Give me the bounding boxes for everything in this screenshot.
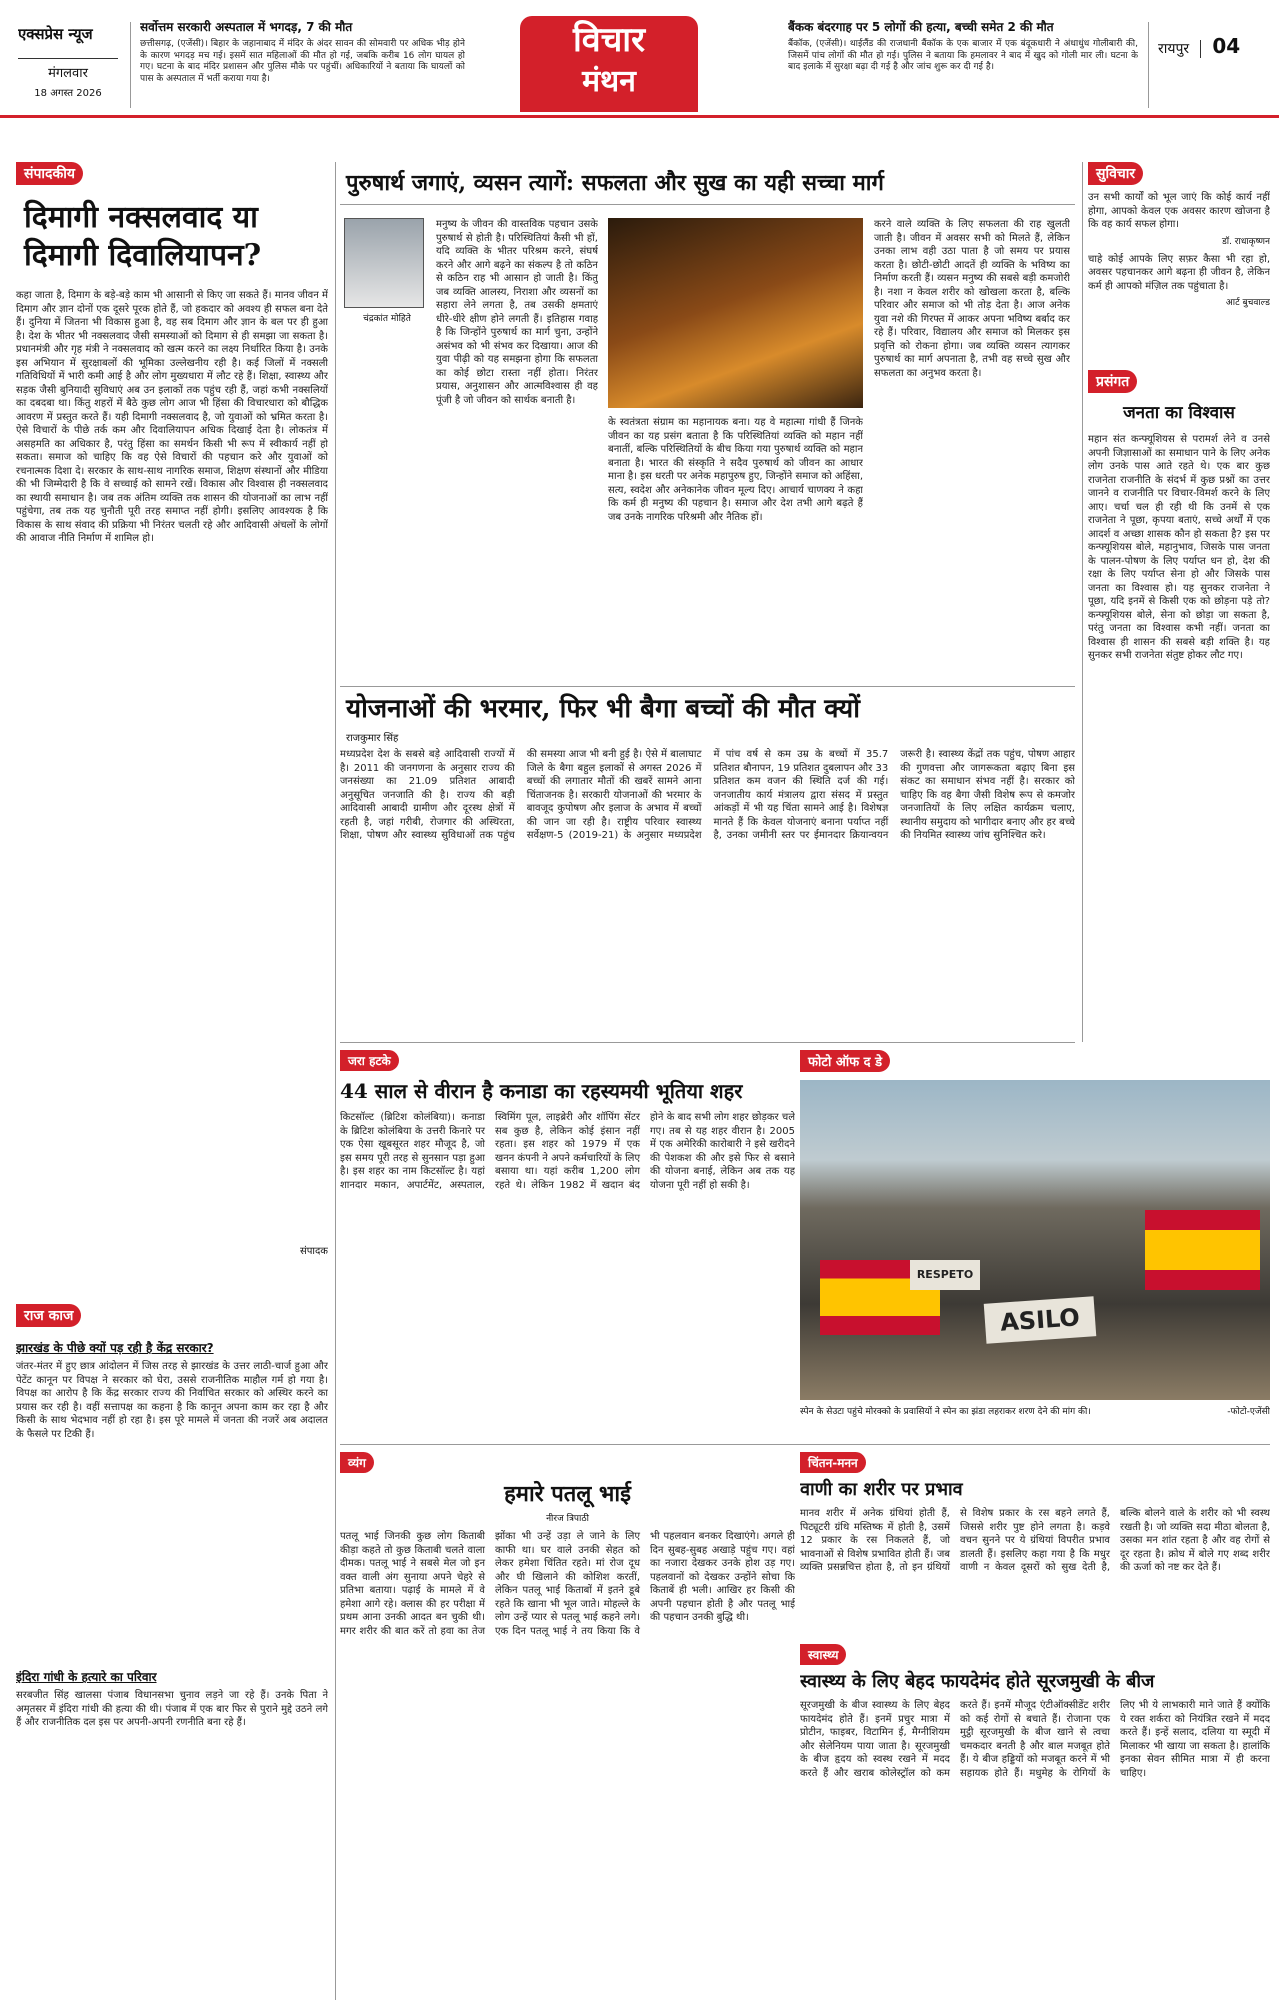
page-marker [1158, 34, 1273, 74]
top-right-headline: बैंकक बंदरगाह पर 5 लोगों की हत्या, बच्ची समेत 2 की मौत [788, 20, 1054, 34]
rajkaaj-item1-headline: झारखंड के पीछे क्यों पड़ रही है केंद्र सरकार? [16, 1341, 214, 1355]
photo-caption: स्पेन के सेउटा पहुंचे मोरक्को के प्रवासियों ने स्पेन का झंडा लहराकर शरण देने की मांग की। [800, 1407, 1091, 1417]
suvichar-text-2: चाहे कोई आपके लिए सफ़र कैसा भी रहा हो, अवसर पहचानकर आगे बढ़ना ही जीवन है, लेकिन कर्म ही आपको मंज़िल तक पहुंचाता है। [1088, 253, 1270, 292]
photo-tag: फोटो ऑफ द डे [800, 1050, 890, 1072]
brand-block [18, 24, 118, 114]
suvichar-section [1088, 162, 1270, 362]
lead-article [340, 162, 1075, 682]
sign-asilo: ASILO [984, 1296, 1097, 1344]
rajkaaj-item2-headline: इंदिरा गांधी के हत्यारे का परिवार [16, 1670, 157, 1684]
chintan-headline: वाणी का शरीर पर प्रभाव [800, 1479, 963, 1500]
baiga-body: मध्यप्रदेश देश के सबसे बड़े आदिवासी राज्यों में है। 2011 की जनगणना के अनुसार राज्य की जनसंख्या का 21.09 प्रतिशत आबादी अनुसूचित जनजाति की है। राज्य की बड़ी आदिवासी आबादी ग्रामीण और दूरस्थ क्षेत्रों में रहती है, जहां गरीबी, रोजगार की अस्थिरता, शिक्षा, पोषण और स्वास्थ्य सुविधाओं तक पहुंच की समस्या आज भी बनी हुई है। ऐसे में बालाघाट जिले के बैगा बहुल इलाकों से अगस्त 2026 में बच्चों की लगातार मौतों की खबरें सामने आना चिंताजनक है। सरकारी योजनाओं की भरमार के बावजूद कुपोषण और इलाज के अभाव में बच्चों की जान जा रही है। राष्ट्रीय परिवार स्वास्थ्य सर्वेक्षण-5 (2019-21) के अनुसार मध्यप्रदेश में पांच वर्ष से कम उम्र के बच्चों में 35.7 प्रतिशत बौनापन, 19 प्रतिशत दुबलापन और 33 प्रतिशत कम वजन की स्थिति दर्ज की गई। जनजातीय कार्य मंत्रालय द्वारा संसद में प्रस्तुत आंकड़ों में भी यह चिंता सामने आई है। विशेषज्ञ मानते हैं कि केवल योजनाएं बनाना पर्याप्त नहीं है, उनका जमीनी स्तर पर ईमानदार क्रियान्वयन जरूरी है। स्वास्थ्य केंद्रों तक पहुंच, पोषण आहार की गुणवत्ता और जागरूकता बढ़ाए बिना इस संकट का समाधान संभव नहीं है। सरकार को चाहिए कि वह बैगा जैसी विशेष रूप से कमजोर जनजातियों के लिए लक्षित कार्यक्रम चलाए, स्थानीय समुदाय को भागीदार बनाए और हर बच्चे की नियमित स्वास्थ्य जांच सुनिश्चित करे। [340, 749, 1075, 841]
prasang-section [1088, 370, 1270, 1038]
satire-tag: व्यंग [340, 1452, 374, 1473]
top-left-headline: सर्वोत्तम सरकारी अस्पताल में भगदड़, 7 की मौत [140, 20, 353, 34]
lead-headline: पुरुषार्थ जगाएं, व्यसन त्यागें: सफलता और सुख का यही सच्चा मार्ग [340, 162, 1075, 205]
editorial-tag: संपादकीय [16, 162, 83, 185]
rajkaaj-section [16, 1304, 328, 2000]
suvichar-text-1: उन सभी कार्यों को भूल जाएं कि कोई कार्य नहीं होगा, आपको केवल एक अवसर कारण खोजना है कि वह कार्य सफल होगा। [1088, 192, 1270, 230]
health-tag: स्वास्थ्य [800, 1644, 846, 1665]
photo-of-day [800, 1050, 1270, 1440]
prasang-headline: जनता का विश्वास [1123, 403, 1235, 423]
prasang-tag: प्रसंगत [1088, 370, 1137, 393]
chintan-section [800, 1452, 1270, 1637]
photo-image [800, 1080, 1270, 1400]
lead-author: चंद्रकांत मोहिते [363, 314, 411, 324]
logo-line-1: विचार [572, 20, 645, 60]
city-name: रायपुर [1158, 41, 1190, 57]
prasang-body: महान संत कन्फ्यूशियस से परामर्श लेने व उनसे अपनी जिज्ञासाओं का समाधान पाने के लिए अनेक लोग उनके पास आते रहते थे। एक बार कुछ राजनेता राजनीति के संदर्भ में कुछ प्रश्नों का उत्तर जानने व राजनीति पर विचार-विमर्श करने के लिए आए। चर्चा चल ही रही थी कि उनमें से एक राजनेता ने पूछा, कृपया बताएं, सच्चे अर्थों में एक आदर्श व अच्छा शासक कौन हो सकता है? इस पर कन्फ्यूशियस बोले, महानुभाव, जिसके पास जनता के पालन-पोषण के लिए पर्याप्त धन हो, देश की रक्षा के लिए पर्याप्त सेना हो और जिसके पास जनता का विश्वास हो। यह सुनकर राजनेता ने पूछा, यदि इनमें से किसी एक को छोड़ना पड़े तो? कन्फ्यूशियस बोले, सेना को छोड़ा जा सकता है, परंतु जनता का विश्वास कभी नहीं। जनता का विश्वास ही शासन की सबसे बड़ी शक्ति है। यह सुनकर सभी राजनेता संतुष्ट होकर लौट गए। [1088, 434, 1270, 661]
top-left-news [140, 18, 465, 113]
lead-photo [608, 218, 863, 408]
satire-article [340, 1452, 795, 2000]
editorial-section [16, 162, 328, 1294]
satire-headline: हमारे पतलू भाई [504, 1481, 631, 1507]
issue-day: मंगलवार [18, 58, 118, 81]
editorial-headline: दिमागी नक्सलवाद या दिमागी दिवालियापन? [24, 200, 262, 273]
rajkaaj-tag: राज काज [16, 1304, 81, 1327]
section-logo [520, 16, 698, 112]
baiga-article [340, 692, 1075, 1037]
canada-headline: 44 साल से वीरान है कनाडा का रहस्यमयी भूतिया शहर [340, 1079, 743, 1103]
suvichar-author-1: डॉ. राधाकृष्णन [1221, 236, 1270, 247]
top-right-news [788, 18, 1138, 113]
satire-body: पतलू भाई जिनकी कुछ लोग किताबी कीड़ा कहते तो कुछ किताबी चलते वाला दीमक। पतलू भाई ने सबसे मेल जो इन वक्त वाली अंग सुनाया अपने चेहरे से प्रतिभा बताया। पढ़ाई के मामले में वे हमेशा आगे रहे। क्लास की हर परीक्षा में प्रथम आना उनकी आदत बन चुकी थी। मगर शरीर की बात करें तो हवा का तेज झोंका भी उन्हें उड़ा ले जाने के लिए काफी था। घर वाले उनकी सेहत को लेकर हमेशा चिंतित रहते। मां रोज दूध और घी खिलाने की कोशिश करतीं, लेकिन पतलू भाई किताबों में इतने डूबे रहते कि खाना भी भूल जाते। मोहल्ले के लोग उन्हें प्यार से पतलू भाई कहने लगे। एक दिन पतलू भाई ने तय किया कि वे भी पहलवान बनकर दिखाएंगे। अगले ही दिन सुबह-सुबह अखाड़े पहुंच गए। वहां का नजारा देखकर उनके होश उड़ गए। पहलवानों को देखकर उन्होंने सोचा कि किताबें ही भली। आखिर हर किसी की अपनी पहचान होती है और पतलू भाई की पहचान उनकी बुद्धि थी। [340, 1531, 795, 1637]
baiga-headline: योजनाओं की भरमार, फिर भी बैगा बच्चों की मौत क्यों [346, 694, 860, 724]
satire-byline: नीरज त्रिपाठी [546, 1514, 589, 1524]
health-body: सूरजमुखी के बीज स्वास्थ्य के लिए बेहद फायदेमंद होते हैं। इनमें प्रचुर मात्रा में प्रोटीन, फाइबर, विटामिन ई, मैग्नीशियम और सेलेनियम पाया जाता है। सूरजमुखी के बीज हृदय को स्वस्थ रखने में मदद करते हैं और खराब कोलेस्ट्रॉल को कम करते हैं। इनमें मौजूद एंटीऑक्सीडेंट शरीर को कई रोगों से बचाते हैं। रोजाना एक मुट्ठी सूरजमुखी के बीज खाने से त्वचा चमकदार बनती है और बाल मजबूत होते हैं। ये बीज हड्डियों को मजबूत करने में भी सहायक होते हैं। मधुमेह के रोगियों के लिए भी ये लाभकारी माने जाते हैं क्योंकि ये रक्त शर्करा को नियंत्रित रखने में मदद करते हैं। इन्हें सलाद, दलिया या स्मूदी में मिलाकर भी खाया जा सकता है। हालांकि इनका सेवन सीमित मात्रा में ही करना चाहिए। [800, 1700, 1270, 1779]
top-left-text: छत्तीसगढ़, (एजेंसी)। बिहार के जहानाबाद में मंदिर के अंदर सावन की सोमवारी पर अधिक भीड़ होने के कारण भगदड़ मच गई। इसमें सात महिलाओं की मौत हो गई, जबकि करीब 16 लोग घायल हो गए। घटना के बाद मंदिर प्रशासन और पुलिस मौके पर पहुंचीं। अधिकारियों ने बताया कि घायलों को पास के अस्पताल में भर्ती कराया गया है। [140, 39, 465, 84]
masthead [0, 0, 1279, 118]
rajkaaj-item2-text: सरबजीत सिंह खालसा पंजाब विधानसभा चुनाव लड़ने जा रहे हैं। उनके पिता ने अमृतसर में इंदिरा गांधी की हत्या की थी। पंजाब में एक बार फिर से पुराने मुद्दे उठने लगे हैं और राजनीतिक दल इस पर अपनी-अपनी रणनीति बना रहे हैं। [16, 1690, 328, 1728]
lead-col-3: करने वाले व्यक्ति के लिए सफलता की राह खुलती जाती है। जीवन में अवसर सभी को मिलते हैं, लेकिन उनका लाभ वही उठा पाता है जो समय पर प्रयास करता है। छोटी-छोटी आदतें ही व्यक्ति के भविष्य का निर्माण करती हैं। व्यसन मनुष्य की सबसे बड़ी कमजोरी है। नशा न केवल शरीर को खोखला करता है, बल्कि परिवार और समाज को भी तोड़ देता है। आज अनेक युवा नशे की गिरफ्त में आकर अपना भविष्य बर्बाद कर रहे हैं। परिवार, विद्यालय और समाज को मिलकर इस प्रवृत्ति को रोकना होगा। जब व्यक्ति व्यसन त्यागकर पुरुषार्थ का मार्ग अपनाता है, तभी वह सच्चे सुख और सफलता का अनुभव करता है। [874, 219, 1070, 379]
logo-line-2: मंथन [582, 64, 636, 99]
author-photo-box [344, 218, 430, 328]
author-avatar [344, 218, 424, 308]
flag-2 [1145, 1210, 1260, 1290]
chintan-body: मानव शरीर में अनेक ग्रंथियां होती हैं, पिट्यूटरी ग्रंथि मस्तिष्क में होती है, उसमें 12 प्रकार के रस निकलते हैं, जो भावनाओं से विशेष प्रभावित होती हैं। जब व्यक्ति प्रसन्नचित्त होता है, तो इन ग्रंथियों से विशेष प्रकार के रस बहने लगते हैं, जिससे शरीर पुष्ट होने लगता है। कड़वे वचन सुनने पर ये ग्रंथियां विपरीत प्रभाव डालती हैं। इसलिए कहा गया है कि मधुर वाणी न केवल दूसरों को सुख देती है, बल्कि बोलने वाले के शरीर को भी स्वस्थ रखती है। जो व्यक्ति सदा मीठा बोलता है, उसका मन शांत रहता है और वह रोगों से दूर रहता है। क्रोध में बोले गए शब्द शरीर की ऊर्जा को नष्ट कर देते हैं। [800, 1508, 1270, 1573]
canada-body: किटसॉल्ट (ब्रिटिश कोलंबिया)। कनाडा के ब्रिटिश कोलंबिया के उत्तरी किनारे पर एक ऐसा खूबसूरत शहर मौजूद है, जो इस समय पूरी तरह से सुनसान पड़ा हुआ है। इस शहर का नाम किटसॉल्ट है। यहां शानदार मकान, अपार्टमेंट, अस्पताल, स्विमिंग पूल, लाइब्रेरी और शॉपिंग सेंटर सब कुछ है, लेकिन कोई इंसान नहीं रहता। इस शहर को 1979 में एक खनन कंपनी ने अपने कर्मचारियों के लिए बसाया था। यहां करीब 1,200 लोग रहते थे। लेकिन 1982 में खदान बंद होने के बाद सभी लोग शहर छोड़कर चले गए। तब से यह शहर वीरान है। 2005 में एक अमेरिकी कारोबारी ने इसे खरीदने की पेशकश की और इसे फिर से बसाने की योजना बनाई, लेकिन अब तक यह योजना पूरी नहीं हो सकी है। [340, 1112, 795, 1191]
rajkaaj-item1-text: जंतर-मंतर में हुए छात्र आंदोलन में जिस तरह से झारखंड के उत्तर लाठी-चार्ज हुआ और पेटेंट कानून पर विपक्ष ने सरकार को घेरा, उससे राजनीतिक माहौल गर्म हो गया है। विपक्ष का आरोप है कि केंद्र सरकार राज्य की निर्वाचित सरकार को अस्थिर करने का प्रयास कर रही है। वहीं सत्तापक्ष का कहना है कि कानून अपना काम कर रहा है और किसी के साथ भेदभाव नहीं हो रहा है। इस पूरे मामले में जनता की नजरें अब अदालत के फैसले पर टिकी हैं। [16, 1361, 328, 1440]
sign-respeto: RESPETO [910, 1260, 980, 1290]
page-number: 04 [1212, 34, 1241, 58]
lead-col-2: के स्वतंत्रता संग्राम का महानायक बना। यह वे महात्मा गांधी हैं जिनके जीवन का यह प्रसंग बताता है कि परिस्थितियां व्यक्ति को महान नहीं बनातीं, बल्कि परिस्थितियों के बीच किया गया पुरुषार्थ व्यक्ति को महान बनाता है। भारत की संस्कृति ने सदैव पुरुषार्थ को जीवन का आधार माना है। इस धरती पर अनेक महापुरुष हुए, जिन्होंने समाज को अहिंसा, सत्य, स्वदेश और अनेकानेक जीवन मूल्य दिए। आचार्य चाणक्य ने कहा कि कर्म ही मनुष्य की पहचान है। समाज और देश तभी आगे बढ़ते हैं जब उनके नागरिक परिश्रमी और नैतिक हों। [608, 417, 863, 523]
lead-col-1: मनुष्य के जीवन की वास्तविक पहचान उसके पुरुषार्थ से होती है। परिस्थितियां कैसी भी हों, यदि व्यक्ति के भीतर परिश्रम करने, संघर्ष करने और आगे बढ़ने का संकल्प है तो कठिन से कठिन राह भी आसान हो जाती है। किंतु जब व्यक्ति आलस्य, निराशा और व्यसनों का सहारा लेने लगता है, तब उसकी क्षमताएं धीरे-धीरे क्षीण होने लगती हैं। इतिहास गवाह है कि जिन्होंने पुरुषार्थ का मार्ग चुना, उन्होंने असंभव को भी संभव कर दिखाया। आज की युवा पीढ़ी को यह समझना होगा कि सफलता का कोई छोटा रास्ता नहीं होता। निरंतर प्रयास, अनुशासन और आत्मविश्वास ही वह पूंजी है जो जीवन को सार्थक बनाती है। [436, 219, 598, 406]
top-right-text: बैंकॉक, (एजेंसी)। थाईलैंड की राजधानी बैंकॉक के एक बाजार में एक बंदूकधारी ने अंधाधुंध गोलीबारी की, जिसमें पांच लोगों की मौत हो गई। पुलिस ने बताया कि हमलावर ने बाद में खुद को गोली मार ली। घटना के बाद इलाके में सुरक्षा बढ़ा दी गई है और जांच शुरू कर दी गई है। [788, 39, 1138, 72]
editorial-author: संपादक [299, 1246, 328, 1257]
health-headline: स्वास्थ्य के लिए बेहद फायदेमंद होते सूरजमुखी के बीज [800, 1671, 1155, 1692]
editorial-body: कहा जाता है, दिमाग के बड़े-बड़े काम भी आसानी से किए जा सकते हैं। मानव जीवन में दिमाग और ज्ञान दोनों एक दूसरे पूरक होते हैं, जो हकदार को अवश्य ही सफल बना देते हैं। दुनिया में जितना भी विकास हुआ है, वह सब दिमाग और ज्ञान के बल पर ही हुआ है। देश के भीतर भी नक्सलवाद जैसी समस्याओं को दिमाग से ही समझा जा सकता है। प्रधानमंत्री और गृह मंत्री ने नक्सलवाद को खत्म करने का लक्ष्य निर्धारित किया है। उनके इस अभियान में सुरक्षाबलों की भूमिका उल्लेखनीय रही है। कई जिलों में नक्सली गतिविधियों में भारी कमी आई है और लोग मुख्यधारा में लौट रहे हैं। शिक्षा, स्वास्थ्य और सड़क जैसी बुनियादी सुविधाएं अब उन इलाकों तक पहुंच रही हैं, जहां कभी नक्सलियों का दबदबा था। किंतु शहरों में बैठे कुछ लोग आज भी हिंसा की विचारधारा को बौद्धिक आवरण में प्रस्तुत करते हैं। यही दिमागी नक्सलवाद है, जो युवाओं को भ्रमित करता है। ऐसे विचारों के पीछे तर्क कम और दिवालियापन अधिक दिखाई देता है। लोकतंत्र में असहमति का अधिकार है, परंतु हिंसा का समर्थन किसी भी रूप में स्वीकार्य नहीं हो सकता। समाज को चाहिए कि वह ऐसे विचारों की पहचान करे और युवाओं को रचनात्मक दिशा दे। सरकार के साथ-साथ नागरिक समाज, शिक्षण संस्थानों और मीडिया की भी जिम्मेदारी है कि वे सच्चाई को सामने रखें। विकास और विश्वास ही नक्सलवाद का स्थायी समाधान है। जब तक अंतिम व्यक्ति तक शासन की योजनाओं का लाभ नहीं पहुंचेगा, तब तक यह चुनौती पूरी तरह समाप्त नहीं होगी। इसलिए आवश्यक है कि विकास के साथ संवाद की प्रक्रिया भी निरंतर चलती रहे और आदिवासी अंचलों के लोगों की आवाज नीति निर्माण में शामिल हो। [16, 290, 328, 544]
suvichar-tag: सुविचार [1088, 162, 1143, 185]
canada-article [340, 1050, 795, 1435]
brand-name: एक्सप्रेस न्यूज [18, 25, 93, 43]
photo-caption-row [800, 1404, 1270, 1434]
canada-tag: जरा हटके [340, 1050, 399, 1071]
baiga-byline: राजकुमार सिंह [346, 733, 399, 744]
suvichar-author-2: आर्ट बुचवाल्ड [1225, 298, 1270, 308]
photo-credit: -फोटो-एजेंसी [1227, 1407, 1270, 1417]
health-section [800, 1644, 1270, 2000]
chintan-tag: चिंतन-मनन [800, 1452, 866, 1473]
issue-date: 18 अगस्त 2026 [34, 88, 102, 99]
